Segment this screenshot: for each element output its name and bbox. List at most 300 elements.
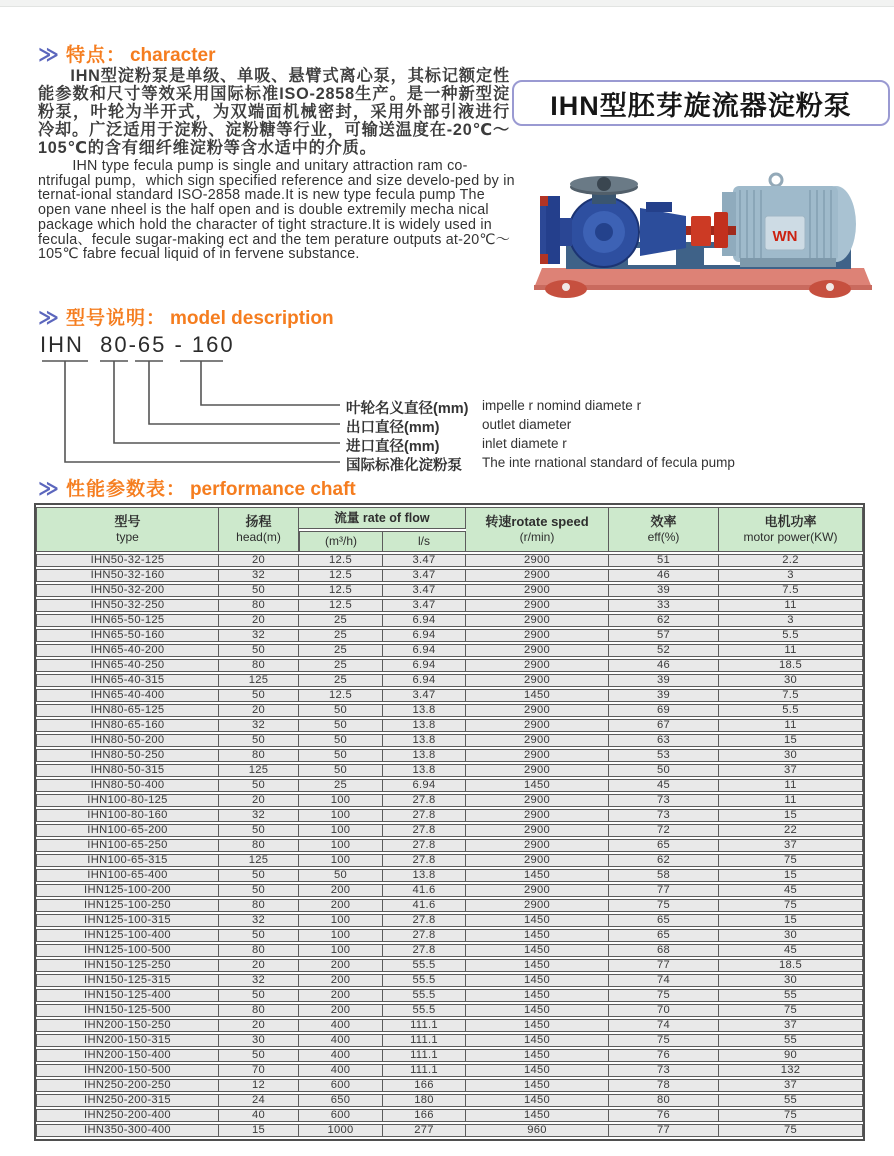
table-cell: 15 (719, 734, 863, 747)
table-row (36, 1004, 863, 1017)
table-row (36, 629, 863, 642)
table-cell: 3.47 (383, 569, 466, 582)
table-cell: 2900 (466, 764, 609, 777)
table-cell: 57 (609, 629, 719, 642)
pump-photo (528, 146, 878, 306)
table-cell: 18.5 (719, 959, 863, 972)
table-cell: 2900 (466, 704, 609, 717)
table-cell: 30 (219, 1034, 299, 1047)
table-cell: 50 (219, 779, 299, 792)
table-cell: 2900 (466, 719, 609, 732)
table-cell: 1450 (466, 1079, 609, 1092)
table-cell: 2900 (466, 614, 609, 627)
table-cell: 75 (609, 899, 719, 912)
table-cell: 200 (299, 974, 383, 987)
table-cell: 6.94 (383, 644, 466, 657)
table-cell: 12.5 (299, 689, 383, 702)
table-cell: IHN80-50-250 (36, 749, 219, 762)
table-cell: 77 (609, 959, 719, 972)
table-row (36, 689, 863, 702)
table-cell: IHN100-80-125 (36, 794, 219, 807)
table-cell: 76 (609, 1049, 719, 1062)
table-cell: 25 (299, 629, 383, 642)
table-cell: 55.5 (383, 974, 466, 987)
table-cell: 25 (299, 779, 383, 792)
table-row (36, 899, 863, 912)
table-cell: 32 (219, 974, 299, 987)
table-cell: 111.1 (383, 1019, 466, 1032)
chevron-icon: ≫ (38, 478, 57, 500)
table-row (36, 734, 863, 747)
table-cell: 50 (299, 704, 383, 717)
table-cell: 65 (609, 929, 719, 942)
table-cell: IHN100-65-200 (36, 824, 219, 837)
col-header-type: 型号 type (36, 507, 219, 552)
model-description-diagram (40, 332, 862, 477)
table-cell: 13.8 (383, 719, 466, 732)
table-row (36, 719, 863, 732)
table-cell: 12.5 (299, 599, 383, 612)
table-cell: 25 (299, 674, 383, 687)
model-label-zh: 叶轮名义直径(mm) (346, 401, 469, 417)
table-cell: 2900 (466, 644, 609, 657)
table-cell: 2900 (466, 884, 609, 897)
table-cell: 6.94 (383, 674, 466, 687)
table-cell: IHN200-150-250 (36, 1019, 219, 1032)
suction-flange (546, 196, 560, 264)
section-heading-model (38, 303, 334, 330)
table-cell: 5.5 (719, 629, 863, 642)
table-cell: 32 (219, 719, 299, 732)
table-cell: 2900 (466, 659, 609, 672)
table-cell: 67 (609, 719, 719, 732)
table-cell: IHN80-65-125 (36, 704, 219, 717)
table-cell: 1450 (466, 1094, 609, 1107)
table-cell: 50 (299, 749, 383, 762)
table-cell: 6.94 (383, 659, 466, 672)
table-cell: 200 (299, 899, 383, 912)
model-label-en: impelle r nomind diamete r (482, 398, 642, 413)
table-cell: 50 (299, 734, 383, 747)
table-cell: 111.1 (383, 1049, 466, 1062)
product-title-box: IHN型胚芽旋流器淀粉泵 (512, 80, 890, 126)
table-cell: IHN50-32-250 (36, 599, 219, 612)
table-cell: 960 (466, 1124, 609, 1137)
table-cell: IHN150-125-250 (36, 959, 219, 972)
table-cell: IHN65-40-400 (36, 689, 219, 702)
table-cell: 100 (299, 944, 383, 957)
table-cell: 200 (299, 959, 383, 972)
table-row (36, 914, 863, 927)
table-cell: 75 (719, 1004, 863, 1017)
table-cell: 45 (719, 884, 863, 897)
table-cell: 32 (219, 809, 299, 822)
table-cell: IHN65-40-250 (36, 659, 219, 672)
table-cell: IHN65-40-315 (36, 674, 219, 687)
table-cell: 3 (719, 569, 863, 582)
performance-table-body (36, 554, 863, 1137)
table-cell: 27.8 (383, 914, 466, 927)
table-row (36, 1049, 863, 1062)
table-cell: 2900 (466, 734, 609, 747)
table-cell: 3.47 (383, 599, 466, 612)
table-row (36, 809, 863, 822)
heading-en: model description (169, 308, 334, 329)
table-cell: IHN50-32-200 (36, 584, 219, 597)
table-cell: 40 (219, 1109, 299, 1122)
table-row (36, 959, 863, 972)
table-cell: IHN65-40-200 (36, 644, 219, 657)
table-cell: 27.8 (383, 944, 466, 957)
motor-brand-text: WN (772, 228, 798, 245)
table-row (36, 644, 863, 657)
table-cell: IHN125-100-400 (36, 929, 219, 942)
table-cell: 2900 (466, 794, 609, 807)
table-cell: 39 (609, 689, 719, 702)
table-cell: 2900 (466, 809, 609, 822)
table-cell: 63 (609, 734, 719, 747)
table-row (36, 1109, 863, 1122)
table-cell: 2900 (466, 824, 609, 837)
table-cell: 32 (219, 569, 299, 582)
table-cell: 22 (719, 824, 863, 837)
table-cell: 100 (299, 914, 383, 927)
table-cell: 3.47 (383, 554, 466, 567)
table-cell: 75 (719, 1124, 863, 1137)
table-cell: 76 (609, 1109, 719, 1122)
table-cell: 37 (719, 764, 863, 777)
table-cell: IHN150-125-500 (36, 1004, 219, 1017)
table-row (36, 704, 863, 717)
table-cell: 68 (609, 944, 719, 957)
table-row (36, 614, 863, 627)
table-cell: 69 (609, 704, 719, 717)
table-cell: 11 (719, 794, 863, 807)
table-row (36, 659, 863, 672)
table-cell: 2900 (466, 629, 609, 642)
table-row (36, 1034, 863, 1047)
table-cell: 32 (219, 914, 299, 927)
table-cell: 80 (219, 1004, 299, 1017)
table-cell: 11 (719, 644, 863, 657)
table-cell: IHN80-50-200 (36, 734, 219, 747)
table-cell: 30 (719, 974, 863, 987)
table-cell: 27.8 (383, 824, 466, 837)
table-cell: IHN150-125-400 (36, 989, 219, 1002)
table-row (36, 1094, 863, 1107)
table-cell: 100 (299, 839, 383, 852)
table-cell: 75 (719, 1109, 863, 1122)
table-cell: 13.8 (383, 869, 466, 882)
performance-table-header (36, 507, 863, 552)
table-cell: 125 (219, 854, 299, 867)
model-label-en: outlet diameter (482, 417, 572, 432)
table-cell: 20 (219, 794, 299, 807)
table-cell: 15 (719, 869, 863, 882)
table-cell: 400 (299, 1034, 383, 1047)
table-cell: 111.1 (383, 1064, 466, 1077)
table-cell: 650 (299, 1094, 383, 1107)
table-cell: 25 (299, 644, 383, 657)
table-cell: 400 (299, 1019, 383, 1032)
motor-lifting-eye (770, 174, 782, 186)
table-cell: 2900 (466, 599, 609, 612)
table-cell: 20 (219, 959, 299, 972)
table-cell: 1450 (466, 974, 609, 987)
table-cell: IHN100-80-160 (36, 809, 219, 822)
table-cell: IHN200-150-315 (36, 1034, 219, 1047)
table-cell: 15 (719, 809, 863, 822)
table-cell: 55 (719, 989, 863, 1002)
table-cell: 50 (219, 1049, 299, 1062)
table-cell: 11 (719, 719, 863, 732)
table-cell: 125 (219, 764, 299, 777)
table-cell: 73 (609, 809, 719, 822)
model-label (40, 435, 862, 453)
table-cell: 180 (383, 1094, 466, 1107)
table-cell: 2900 (466, 749, 609, 762)
table-cell: IHN250-200-315 (36, 1094, 219, 1107)
table-cell: 75 (719, 854, 863, 867)
table-cell: 77 (609, 884, 719, 897)
table-cell: 58 (609, 869, 719, 882)
table-cell: 41.6 (383, 884, 466, 897)
table-cell: 65 (609, 839, 719, 852)
table-row (36, 554, 863, 567)
table-cell: 12.5 (299, 584, 383, 597)
table-cell: 100 (299, 794, 383, 807)
table-cell: IHN125-100-200 (36, 884, 219, 897)
model-label (40, 397, 862, 415)
table-cell: 2.2 (719, 554, 863, 567)
table-cell: 1450 (466, 869, 609, 882)
table-cell: 50 (219, 644, 299, 657)
table-cell: 62 (609, 614, 719, 627)
table-row (36, 569, 863, 582)
table-cell: 45 (719, 944, 863, 957)
table-cell: 166 (383, 1079, 466, 1092)
table-cell: 11 (719, 779, 863, 792)
intro-paragraph-zh: IHN型淀粉泵是单级、单吸、悬臂式离心泵，其标记额定性能参数和尺寸等效采用国际标准ISO-2858生产。是一种新型淀粉泵，叶轮为半开式，为双端面机械密封，采用外部引液进行冷却。广泛适用于淀粉、淀粉糖等行业，可输送温度在-20℃～105℃的含有细纤维淀粉等含水适中的介质。 (38, 67, 510, 157)
table-cell: 50 (219, 989, 299, 1002)
model-label-en: The inte rnational standard of fecula pump (482, 455, 735, 470)
table-cell: 125 (219, 674, 299, 687)
table-cell: 15 (719, 914, 863, 927)
col-header-speed: 转速rotate speed (r/min) (466, 507, 609, 552)
table-cell: 2900 (466, 584, 609, 597)
table-cell: 55 (719, 1034, 863, 1047)
table-row (36, 944, 863, 957)
table-row (36, 869, 863, 882)
table-cell: 27.8 (383, 929, 466, 942)
table-cell: 132 (719, 1064, 863, 1077)
table-row (36, 749, 863, 762)
table-row (36, 854, 863, 867)
table-cell: 1450 (466, 689, 609, 702)
table-cell: IHN100-65-315 (36, 854, 219, 867)
table-row (36, 974, 863, 987)
table-cell: 37 (719, 1019, 863, 1032)
heading-en: performance chaft (189, 479, 356, 500)
table-cell: 25 (299, 614, 383, 627)
model-label (40, 416, 862, 434)
table-cell: 70 (609, 1004, 719, 1017)
table-cell: 80 (219, 944, 299, 957)
table-cell: 50 (219, 884, 299, 897)
table-row (36, 989, 863, 1002)
table-cell: 2900 (466, 839, 609, 852)
table-cell: 80 (219, 659, 299, 672)
table-cell: 30 (719, 749, 863, 762)
performance-table (34, 503, 865, 1141)
table-cell: 46 (609, 569, 719, 582)
table-row (36, 929, 863, 942)
coupling (714, 212, 728, 248)
table-cell: 74 (609, 1019, 719, 1032)
table-cell: 62 (609, 854, 719, 867)
table-cell: 27.8 (383, 839, 466, 852)
table-cell: 11 (719, 599, 863, 612)
table-cell: 1000 (299, 1124, 383, 1137)
table-cell: 75 (609, 1034, 719, 1047)
table-cell: 80 (219, 599, 299, 612)
table-cell: IHN150-125-315 (36, 974, 219, 987)
table-cell: IHN65-50-125 (36, 614, 219, 627)
table-cell: 50 (219, 929, 299, 942)
model-label (40, 454, 862, 472)
model-label-zh: 进口直径(mm) (346, 439, 440, 455)
table-cell: 13.8 (383, 734, 466, 747)
table-row (36, 599, 863, 612)
table-cell: 1450 (466, 1109, 609, 1122)
table-cell: 400 (299, 1049, 383, 1062)
table-cell: IHN350-300-400 (36, 1124, 219, 1137)
table-cell: IHN80-50-400 (36, 779, 219, 792)
heading-zh: 型号说明： (65, 308, 166, 329)
table-cell: 77 (609, 1124, 719, 1137)
table-cell: 100 (299, 809, 383, 822)
table-cell: 2900 (466, 569, 609, 582)
table-cell: IHN100-65-400 (36, 869, 219, 882)
table-cell: 74 (609, 974, 719, 987)
table-cell: 166 (383, 1109, 466, 1122)
table-cell: 100 (299, 929, 383, 942)
table-cell: 75 (719, 899, 863, 912)
table-cell: 7.5 (719, 689, 863, 702)
model-label-zh: 出口直径(mm) (346, 420, 440, 436)
table-cell: 55.5 (383, 959, 466, 972)
table-cell: 50 (219, 824, 299, 837)
table-cell: 3.47 (383, 584, 466, 597)
table-cell: 50 (219, 869, 299, 882)
heading-zh: 性能参数表： (65, 479, 186, 500)
table-cell: 39 (609, 584, 719, 597)
table-cell: 400 (299, 1064, 383, 1077)
table-cell: 20 (219, 614, 299, 627)
table-cell: 50 (299, 869, 383, 882)
table-cell: 2900 (466, 674, 609, 687)
table-cell: IHN200-150-400 (36, 1049, 219, 1062)
table-cell: 1450 (466, 1034, 609, 1047)
table-cell: 1450 (466, 1049, 609, 1062)
chevron-icon: ≫ (38, 44, 57, 66)
table-cell: 46 (609, 659, 719, 672)
table-cell: 90 (719, 1049, 863, 1062)
table-cell: 45 (609, 779, 719, 792)
heading-en: character (129, 45, 216, 66)
table-cell: 1450 (466, 914, 609, 927)
heading-zh: 特点： (65, 45, 126, 66)
table-cell: 50 (219, 689, 299, 702)
table-cell: 51 (609, 554, 719, 567)
table-cell: 75 (609, 989, 719, 1002)
table-cell: 55 (719, 1094, 863, 1107)
table-cell: 6.94 (383, 629, 466, 642)
table-cell: 277 (383, 1124, 466, 1137)
section-heading-performance (38, 474, 356, 501)
table-cell: 72 (609, 824, 719, 837)
table-cell: 100 (299, 854, 383, 867)
page-top-edge (0, 0, 894, 7)
table-cell: IHN80-50-315 (36, 764, 219, 777)
table-cell: IHN200-150-500 (36, 1064, 219, 1077)
table-cell: 200 (299, 1004, 383, 1017)
table-cell: 2900 (466, 854, 609, 867)
table-cell: 1450 (466, 1019, 609, 1032)
table-cell: 70 (219, 1064, 299, 1077)
table-row (36, 674, 863, 687)
chevron-icon: ≫ (38, 307, 57, 329)
model-label-zh: 国际标准化淀粉泵 (346, 458, 462, 474)
table-cell: 6.94 (383, 614, 466, 627)
col-header-head: 扬程 head(m) (219, 507, 299, 552)
table-cell: 200 (299, 989, 383, 1002)
col-header-flow-m3h: (m³/h) (299, 531, 383, 552)
table-cell: 1450 (466, 779, 609, 792)
table-cell: 24 (219, 1094, 299, 1107)
table-row (36, 1064, 863, 1077)
table-cell: 80 (219, 749, 299, 762)
table-row (36, 779, 863, 792)
table-cell: 27.8 (383, 854, 466, 867)
table-cell: IHN250-200-400 (36, 1109, 219, 1122)
table-cell: 32 (219, 629, 299, 642)
table-cell: 39 (609, 674, 719, 687)
table-cell: 1450 (466, 1004, 609, 1017)
table-cell: 3 (719, 614, 863, 627)
table-cell: 73 (609, 1064, 719, 1077)
table-cell: 600 (299, 1079, 383, 1092)
table-row (36, 794, 863, 807)
table-cell: IHN125-100-500 (36, 944, 219, 957)
table-cell: 25 (299, 659, 383, 672)
table-cell: 12.5 (299, 554, 383, 567)
table-row (36, 1079, 863, 1092)
table-row (36, 1124, 863, 1137)
table-cell: 20 (219, 554, 299, 567)
table-cell: 7.5 (719, 584, 863, 597)
table-cell: 50 (299, 719, 383, 732)
table-cell: 1450 (466, 929, 609, 942)
table-cell: 55.5 (383, 989, 466, 1002)
table-row (36, 884, 863, 897)
table-cell: 27.8 (383, 794, 466, 807)
table-cell: IHN100-65-250 (36, 839, 219, 852)
table-cell: 65 (609, 914, 719, 927)
table-cell: 200 (299, 884, 383, 897)
table-row (36, 1019, 863, 1032)
table-cell: 2900 (466, 554, 609, 567)
